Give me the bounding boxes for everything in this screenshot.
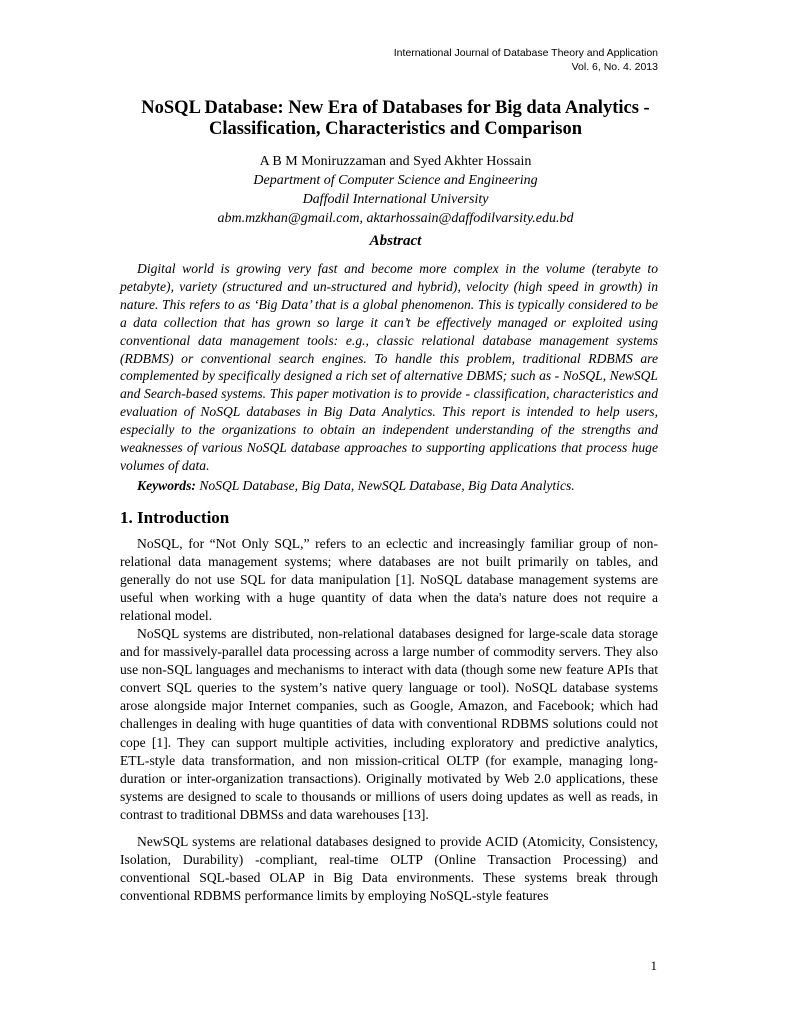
author-university: Daffodil International University <box>302 192 489 207</box>
page-number: 1 <box>650 958 657 973</box>
paper-title <box>120 98 671 140</box>
keywords <box>120 477 658 495</box>
author-emails: abm.mzkhan@gmail.com, aktarhossain@daffodilvarsity.edu.bd <box>217 211 574 226</box>
section-heading-introduction: 1. Introduction <box>120 508 230 527</box>
author-department: Department of Computer Science and Engineering <box>253 173 538 188</box>
abstract-heading: Abstract <box>369 233 422 249</box>
body-paragraph: NoSQL systems are distributed, non-relational databases designed for large-scale data storage and for massively-parallel data processing across a large number of commodity servers. They also use non-SQL languages and mechanisms to interact with data (though some new feature APIs that convert SQL queries to the system’s native query language or tool). NoSQL database systems arose alongside major Internet companies, such as Google, Amazon, and Facebook; which had challenges in dealing with huge quantities of data with conventional RDBMS solutions could not cope [1]. They can support multiple activities, including exploratory and predictive analytics, ETL-style data transformation, and non mission-critical OLTP (for example, managing long-duration or inter-organization transactions). Originally motivated by Web 2.0 applications, these systems are designed to scale to thousands or millions of users doing updates as well as reads, in contrast to traditional DBMSs and data warehouses [13]. <box>120 626 658 822</box>
abstract-text: Digital world is growing very fast and become more complex in the volume (terabyte to petabyte), variety (structured and un-structured and hybrid), velocity (high speed in growth) in nature. This refers to as ‘Big Data’ that is a global phenomenon. This is typically considered to be a data collection that has grown so large it can’t be effectively managed or exploited using conventional data management tools: e.g., classic relational database management systems (RDBMS) or conventional search engines. To handle this problem, traditional RDBMS are complemented by specifically designed a rich set of alternative DBMS; such as - NoSQL, NewSQL and Search-based systems. This paper motivation is to provide - classification, characteristics and evaluation of NoSQL databases in Big Data Analytics. This report is intended to help users, especially to the organizations to obtain an independent understanding of the strengths and weaknesses of various NoSQL database approaches to supporting applications that process huge volumes of data. <box>120 261 658 473</box>
author-block <box>120 152 671 228</box>
keywords-label: Keywords: <box>137 478 196 493</box>
keywords-value: NoSQL Database, Big Data, NewSQL Database, Big Data Analytics. <box>199 478 575 493</box>
running-header <box>394 46 658 74</box>
title-line-1: NoSQL Database: New Era of Databases for Big data Analytics - <box>141 98 650 118</box>
journal-volume: Vol. 6, No. 4. 2013 <box>571 61 658 73</box>
author-names: A B M Moniruzzaman and Syed Akhter Hossain <box>259 154 532 169</box>
body-paragraph: NoSQL, for “Not Only SQL,” refers to an eclectic and increasingly familiar group of non-relational data management systems; where databases are not built primarily on tables, and generally do not use SQL for data manipulation [1]. NoSQL database management systems are useful when working with a huge quantity of data when the data's nature does not require a relational model. <box>120 536 658 624</box>
journal-name: International Journal of Database Theory and Application <box>393 47 658 59</box>
title-line-2: Classification, Characteristics and Comparison <box>208 119 583 139</box>
body-paragraph: NewSQL systems are relational databases designed to provide ACID (Atomicity, Consistency, Isolation, Durability) -compliant, real-time OLTP (Online Transaction Processing) and conventional SQL-based OLAP in Big Data environments. These systems break through conventional RDBMS performance limits by employing NoSQL-style features <box>120 834 658 904</box>
